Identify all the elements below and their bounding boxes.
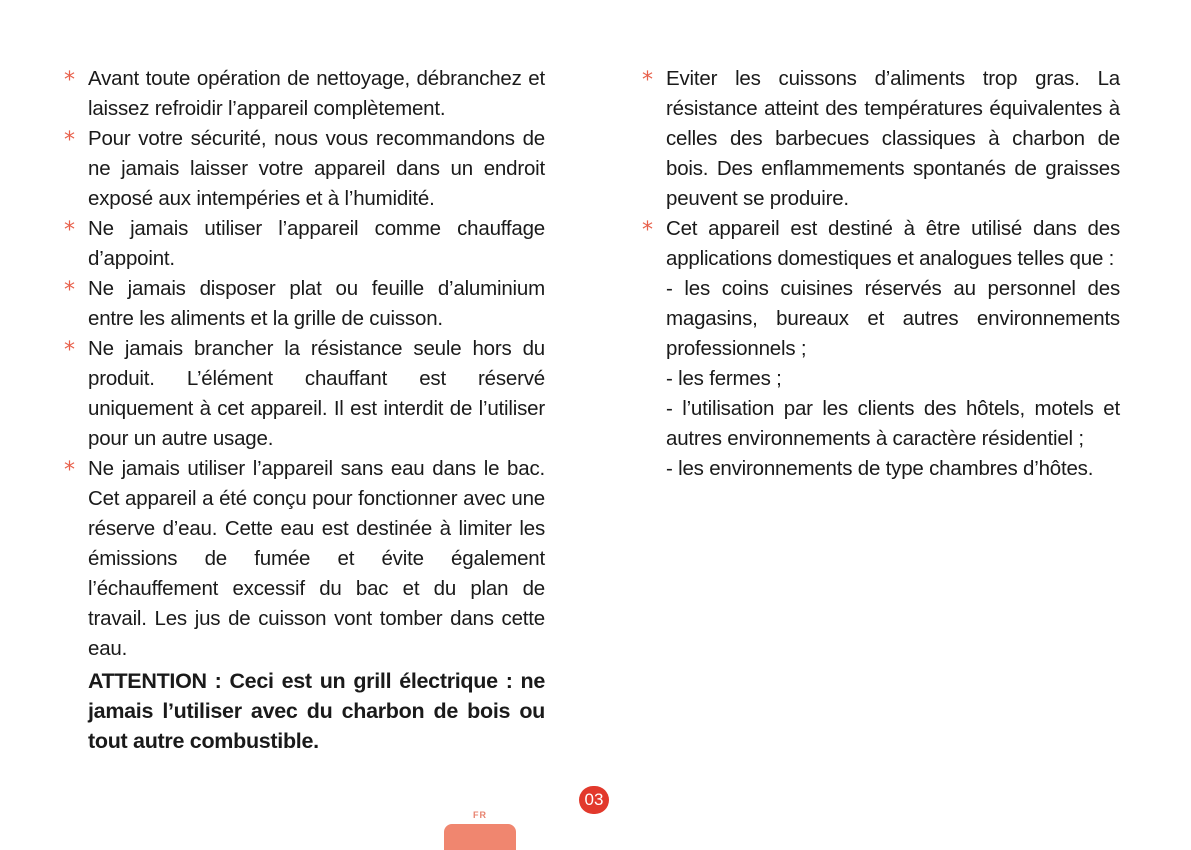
usage-sub-item: - les coins cuisines réservés au personnel des magasins, bureaux et autres environnements professionnels ; — [666, 277, 1120, 360]
safety-item — [64, 64, 545, 124]
page-number-badge: 03 — [579, 786, 609, 814]
left-column — [64, 64, 545, 756]
language-tab — [444, 824, 516, 850]
asterisk-bullet-icon: * — [642, 218, 653, 243]
safety-item-text: Eviter les cuissons d’aliments trop gras. La résistance atteint des températures équivalentes à celles des barbecues classiques à charbon de bois. Des enflammements spontanés de graisses peuvent se produire. — [666, 67, 1120, 210]
safety-item — [64, 334, 545, 454]
safety-item — [64, 124, 545, 214]
safety-item-text: Avant toute opération de nettoyage, débranchez et laissez refroidir l’appareil complètement. — [88, 67, 545, 120]
asterisk-bullet-icon: * — [64, 278, 75, 303]
safety-item-text: Pour votre sécurité, nous vous recommandons de ne jamais laisser votre appareil dans un endroit exposé aux intempéries et à l’humidité. — [88, 127, 545, 210]
asterisk-bullet-icon: * — [64, 68, 75, 93]
safety-item — [642, 64, 1120, 214]
safety-item — [64, 274, 545, 334]
usage-sub-item: - les environnements de type chambres d’hôtes. — [666, 457, 1094, 480]
usage-sub-item: - les fermes ; — [666, 367, 782, 390]
safety-item-text: Ne jamais disposer plat ou feuille d’aluminium entre les aliments et la grille de cuisson. — [88, 277, 545, 330]
safety-item-text: Ne jamais brancher la résistance seule hors du produit. L’élément chauffant est réservé uniquement à cet appareil. Il est interdit de l’utiliser pour un autre usage. — [88, 337, 545, 450]
usage-sub-item: - l’utilisation par les clients des hôtels, motels et autres environnements à caractère résidentiel ; — [666, 397, 1120, 450]
asterisk-bullet-icon: * — [64, 458, 75, 483]
safety-item — [642, 214, 1120, 484]
asterisk-bullet-icon: * — [64, 338, 75, 363]
asterisk-bullet-icon: * — [64, 218, 75, 243]
safety-item-text: Cet appareil est destiné à être utilisé dans des applications domestiques et analogues telles que : — [666, 217, 1120, 270]
language-label: FR — [473, 810, 487, 820]
asterisk-bullet-icon: * — [64, 128, 75, 153]
safety-item-text: Ne jamais utiliser l’appareil sans eau dans le bac. Cet appareil a été conçu pour fonctionner avec une réserve d’eau. Cette eau est destinée à limiter les émissions de fumée et évite également l’échauffement excessif du bac et du plan de travail. Les jus de cuisson vont tomber dans cette eau. — [88, 457, 545, 660]
safety-item — [64, 214, 545, 274]
attention-warning: ATTENTION : Ceci est un grill électrique : ne jamais l’utiliser avec du charbon de bois ou tout autre combustible. — [88, 669, 545, 753]
safety-item — [64, 454, 545, 756]
safety-item-text: Ne jamais utiliser l’appareil comme chauffage d’appoint. — [88, 217, 545, 270]
asterisk-bullet-icon: * — [642, 68, 653, 93]
right-column — [642, 64, 1120, 484]
